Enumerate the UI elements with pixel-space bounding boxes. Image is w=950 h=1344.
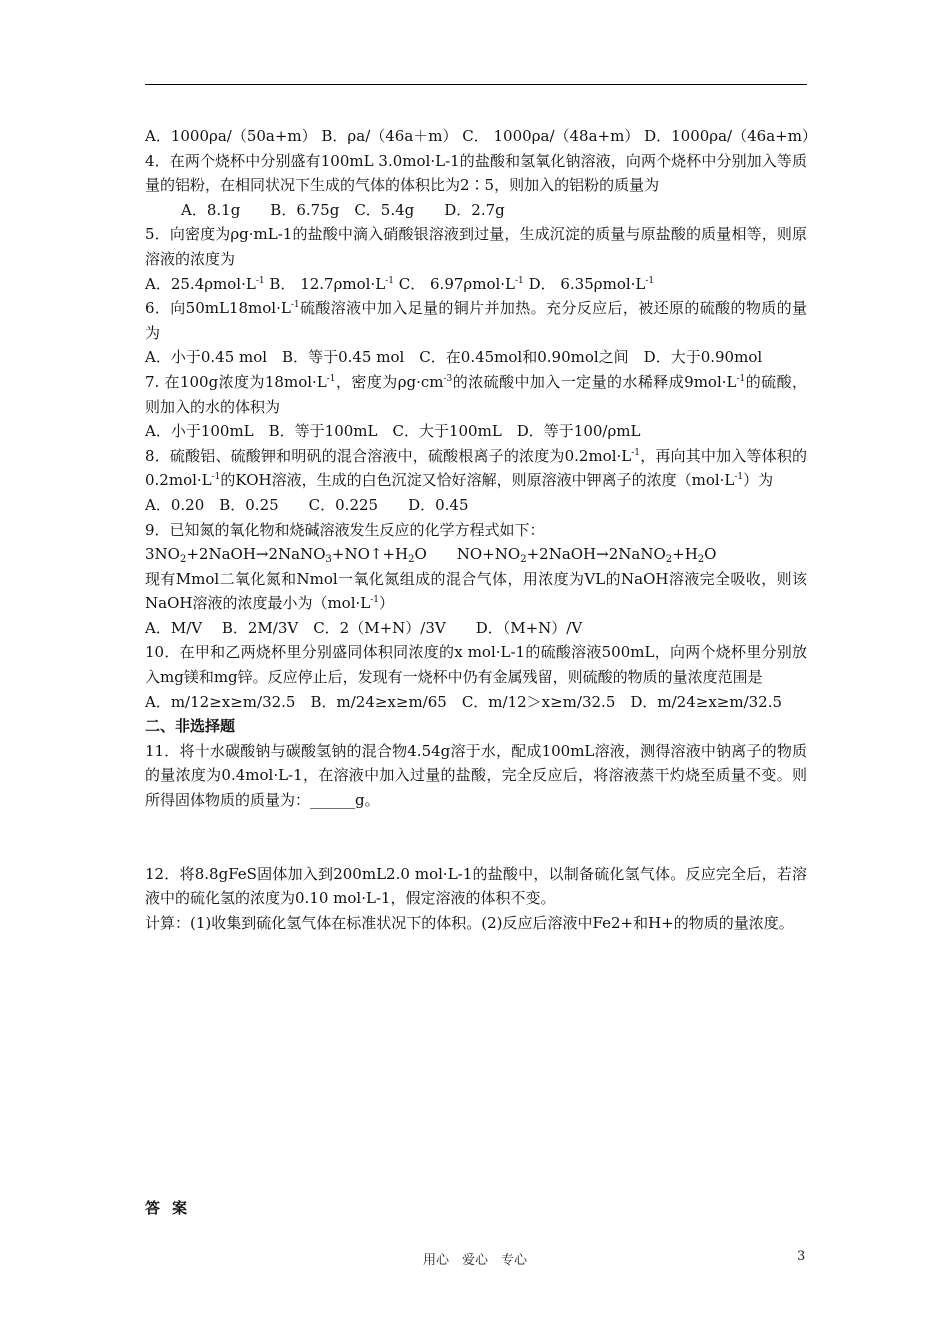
question-11: 11．将十水碳酸钠与碳酸氢钠的混合物4.54g溶于水，配成100mL溶液，测得溶液中钠离子的物质的量浓度为0.4mol·L-1，在溶液中加入过量的盐酸，完全反应后，将溶液蒸干灼烧至质量不变。则所得固体物质的质量为：______g。 [145,741,807,810]
superscript: -1 [631,447,641,458]
equation-text: 3NO [145,545,180,564]
subscript: 2 [697,554,705,566]
subscript: 2 [665,554,673,566]
question-9-options: A．M/V B．2M/3V C．2（M+N）/3V D．（M+N）/V [145,618,583,637]
question-text: ，再向其中加入等体积的0.2mol·L [145,446,807,490]
question-8 [145,444,807,493]
question-7-options: A．小于100mL B．等于100mL C．大于100mL D．等于100/ρmL [145,422,641,441]
question-9-body [145,567,807,616]
equation-text: +NO↑+H [331,545,409,564]
option-text: A．25.4ρmol·L [145,274,256,293]
question-6 [145,296,807,345]
question-10-options: A．m/12≥x≥m/32.5 B．m/24≥x≥m/65 C．m/12＞x≥m/32.5 D．m/24≥x≥m/32.5 [145,692,783,711]
question-4-options: A．8.1g B．6.75g C．5.4g D．2.7g [181,200,505,219]
spacer [145,813,807,862]
question-9: 9．已知氮的氧化物和烧碱溶液发生反应的化学方程式如下： [145,520,545,539]
question-5-options [145,272,807,297]
superscript: -1 [515,275,524,286]
footer-motto: 用心 爱心 专心 [422,1253,527,1268]
question-text: ，密度为ρg·cm [335,372,444,391]
question-4: 4．在两个烧杯中分别盛有100mL 3.0mol·L-1的盐酸和氢氧化钠溶液，向两个烧杯中分别加入等质量的铝粉，在相同状况下生成的气体的体积比为2∶5，则加入的铝粉的质量为 [145,151,807,195]
question-text: 的浓硫酸中加入一定量的水稀释成9mol·L [452,372,737,391]
question-text: 的KOH溶液，生成的白色沉淀又恰好溶解，则原溶液中钾离子的浓度（mol·L [220,471,735,490]
question-8-options: A．0.20 B．0.25 C．0.225 D．0.45 [145,495,469,514]
question-text: 7. 在100g浓度为18mol·L [145,372,327,391]
question-text: 现有Mmol二氧化氮和Nmol一氧化氮组成的混合气体，用浓度为VL的NaOH溶液完全吸收，则该NaOH溶液的浓度最小为（mol·L [145,569,807,613]
superscript: -3 [443,373,453,384]
question-text: 8．硫酸铝、硫酸钾和明矾的混合溶液中，硫酸根离子的浓度为0.2mol·L [145,446,632,465]
question-text: ） [379,594,395,613]
question-10: 10．在甲和乙两烧杯里分别盛同体积同浓度的x mol·L-1的硫酸溶液500mL，向两个烧杯里分别放入mg镁和mg锌。反应停止后，发现有一烧杯中仍有金属残留，则硫酸的物质的量浓度范围是 [145,643,807,687]
page-number: 3 [797,1249,806,1264]
superscript: -1 [734,472,744,483]
superscript: -1 [370,595,380,606]
option-text: B． 12.7ρmol·L [269,274,386,293]
question-7 [145,370,807,419]
superscript: -1 [211,472,221,483]
equation-text: +2NaOH→2NaNO [186,545,326,564]
option-text: C． 6.97ρmol·L [398,274,516,293]
option-text: D． 6.35ρmol·L [528,274,646,293]
q3-options: A．1000ρa/（50a+m） B．ρa/（46a＋m） C． 1000ρa/（48a+m） D．1000ρa/（46a+m） [145,127,817,145]
question-text: 硫酸溶液中加入足量的铜片并加热。充分反应后，被还原的硫酸的物质的量为 [145,299,807,342]
subscript: 2 [408,554,415,566]
question-text: ）为 [743,471,774,490]
equations [145,542,807,567]
equation-text: +H [672,545,698,564]
answer-heading: 答案 [145,1199,200,1217]
subscript: 2 [520,554,527,566]
superscript: -1 [385,275,394,286]
question-12-task: 计算：(1)收集到硫化氢气体在标准状况下的体积。(2)反应后溶液中Fe2+和H+的物质的量浓度。 [145,913,794,932]
question-6-options: A．小于0.45 mol B．等于0.45 mol C．在0.45mol和0.90mol之间 D．大于0.90mol [145,348,763,367]
equation-text: O [704,545,717,564]
question-text: 的硫酸，则加入的水的体积为 [145,372,807,416]
question-12: 12．将8.8gFeS固体加入到200mL2.0 mol·L-1的盐酸中，以制备硫化氢气体。反应完全后，若溶液中的硫化氢的浓度为0.10 mol·L-1，假定溶液的体积不变。 [145,864,807,908]
equation-text: O NO+NO [414,545,521,564]
subscript: 3 [325,554,332,566]
header-rule [145,84,807,85]
section-heading: 二、非选择题 [145,717,236,736]
subscript: 2 [179,554,187,566]
document-body [145,124,817,935]
superscript: -1 [255,275,265,286]
question-text: 6．向50mL18mol·L [145,299,291,318]
superscript: -1 [645,275,655,286]
superscript: -1 [290,300,300,311]
superscript: -1 [326,373,336,384]
superscript: -1 [736,373,746,384]
equation-text: +2NaOH→2NaNO [526,545,666,564]
question-5: 5．向密度为ρg·mL-1的盐酸中滴入硝酸银溶液到过量，生成沉淀的质量与原盐酸的质量相等，则原溶液的浓度为 [145,225,807,268]
